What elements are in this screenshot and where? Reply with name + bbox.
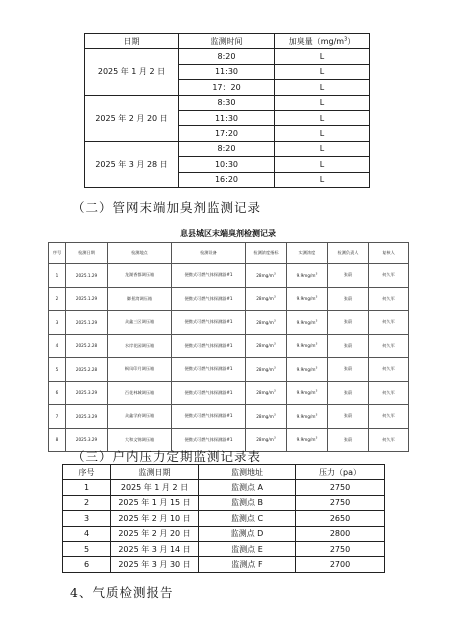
table-header-row	[63, 465, 385, 480]
table-row	[85, 141, 370, 156]
actual-cell	[287, 311, 328, 335]
device-cell: 便携式可燃气体探测器#1	[172, 311, 246, 335]
amount-cell: L	[275, 141, 370, 156]
unit-sup: 3	[273, 388, 276, 393]
checker-cell: 何久军	[369, 428, 409, 452]
actual-value: 9.9mg/m	[296, 366, 316, 372]
no-cell: 5	[49, 358, 66, 382]
date-cell: 2025.1.29	[66, 311, 108, 335]
person-cell: 张蔚	[328, 287, 369, 311]
date-cell: 2025.2.28	[66, 334, 108, 358]
target-cell	[246, 358, 287, 382]
device-cell: 便携式可燃气体探测器#1	[172, 428, 246, 452]
date-cell: 2025 年 2 月 10 日	[111, 511, 199, 526]
person-cell: 张蔚	[328, 264, 369, 288]
unit-sup: 3	[273, 341, 276, 346]
date-cell: 2025 年 3 月 14 日	[111, 541, 199, 556]
time-cell: 8:20	[179, 141, 275, 156]
unit-sup: 3	[273, 294, 276, 299]
odorant-dosing-table	[84, 33, 370, 188]
header-cell: 序号	[49, 243, 66, 264]
device-cell: 便携式可燃气体探测器#1	[172, 264, 246, 288]
device-cell: 便携式可燃气体探测器#1	[172, 287, 246, 311]
table-header-row	[85, 34, 370, 49]
time-cell: 16:20	[179, 172, 275, 187]
no-cell: 3	[63, 511, 111, 526]
actual-value: 9.9mg/m	[296, 319, 316, 325]
place-cell: 众鑫学府调压箱	[108, 405, 172, 429]
no-cell: 5	[63, 541, 111, 556]
place-cell: 百花林城调压箱	[108, 381, 172, 405]
target-value: 28mg/m	[256, 366, 274, 372]
no-cell: 4	[63, 526, 111, 541]
unit-sup: 3	[315, 341, 318, 346]
pressure-cell: 2750	[296, 495, 385, 510]
checker-cell: 何久军	[369, 264, 409, 288]
table-row	[63, 541, 385, 556]
amount-cell: L	[275, 64, 370, 79]
actual-value: 9.9mg/m	[296, 343, 316, 349]
table-row	[49, 334, 409, 358]
amount-cell: L	[275, 110, 370, 125]
header-cell: 检测地点	[108, 243, 172, 264]
no-cell: 3	[49, 311, 66, 335]
place-cell: 御景湾调压箱	[108, 287, 172, 311]
checker-cell: 何久军	[369, 287, 409, 311]
table-row	[49, 311, 409, 335]
target-value: 28mg/m	[256, 319, 274, 325]
actual-cell	[287, 287, 328, 311]
unit-sup: 3	[273, 318, 276, 323]
no-cell: 2	[63, 495, 111, 510]
target-value: 28mg/m	[256, 296, 274, 302]
checker-cell: 何久军	[369, 311, 409, 335]
header-amount	[275, 34, 370, 49]
no-cell: 7	[49, 405, 66, 429]
place-cell: 水岸花园调压箱	[108, 334, 172, 358]
place-cell: 大和文锦调压箱	[108, 428, 172, 452]
date-cell: 2025.2.28	[66, 358, 108, 382]
no-cell: 6	[49, 381, 66, 405]
unit-sup: 3	[315, 412, 318, 417]
table-row	[49, 264, 409, 288]
header-cell: 序号	[63, 465, 111, 480]
table-row	[49, 381, 409, 405]
header-amount-text: 加臭量（mg/m	[288, 36, 345, 46]
date-cell: 2025.3.29	[66, 381, 108, 405]
place-cell: 龙湖香都调压箱	[108, 264, 172, 288]
target-cell	[246, 264, 287, 288]
amount-cell: L	[275, 157, 370, 172]
date-cell: 2025 年 2 月 20 日	[85, 95, 179, 141]
place-cell: 枫凤印月调压箱	[108, 358, 172, 382]
unit-sup: 3	[315, 294, 318, 299]
time-cell: 17:20	[179, 126, 275, 141]
actual-cell	[287, 334, 328, 358]
date-cell: 2025.1.29	[66, 287, 108, 311]
pressure-cell: 2700	[296, 557, 385, 572]
actual-value: 9.9mg/m	[296, 390, 316, 396]
unit-sup: 3	[273, 412, 276, 417]
actual-cell	[287, 358, 328, 382]
pressure-cell: 2650	[296, 511, 385, 526]
no-cell: 1	[63, 480, 111, 495]
unit-sup: 3	[315, 435, 318, 440]
header-amount-sup: 3	[344, 36, 348, 43]
amount-cell: L	[275, 172, 370, 187]
target-cell	[246, 334, 287, 358]
target-value: 28mg/m	[256, 343, 274, 349]
actual-value: 9.9mg/m	[296, 272, 316, 278]
header-cell: 检测日期	[66, 243, 108, 264]
table-row	[63, 526, 385, 541]
indoor-pressure-table	[62, 464, 385, 573]
table-row	[63, 557, 385, 572]
unit-sup: 3	[273, 271, 276, 276]
time-cell: 8:20	[179, 49, 275, 64]
device-cell: 便携式可燃气体探测器#1	[172, 358, 246, 382]
person-cell: 张蔚	[328, 381, 369, 405]
header-cell: 检测负责人	[328, 243, 369, 264]
table-header-row	[49, 243, 409, 264]
actual-cell	[287, 405, 328, 429]
target-value: 28mg/m	[256, 437, 274, 443]
unit-sup: 3	[315, 365, 318, 370]
target-cell	[246, 287, 287, 311]
pressure-cell: 2750	[296, 480, 385, 495]
no-cell: 2	[49, 287, 66, 311]
actual-cell	[287, 381, 328, 405]
header-cell: 监测地址	[199, 465, 296, 480]
header-date: 日期	[85, 34, 179, 49]
no-cell: 4	[49, 334, 66, 358]
date-cell: 2025 年 3 月 30 日	[111, 557, 199, 572]
date-cell: 2025 年 1 月 2 日	[85, 49, 179, 95]
unit-sup: 3	[315, 388, 318, 393]
time-cell: 17：20	[179, 80, 275, 95]
odorant-test-title: 息县城区末端臭剂检测记录	[180, 228, 276, 238]
device-cell: 便携式可燃气体探测器#1	[172, 405, 246, 429]
target-value: 28mg/m	[256, 390, 274, 396]
address-cell: 监测点 F	[199, 557, 296, 572]
device-cell: 便携式可燃气体探测器#1	[172, 334, 246, 358]
no-cell: 8	[49, 428, 66, 452]
actual-value: 9.9mg/m	[296, 413, 316, 419]
date-cell: 2025 年 2 月 20 日	[111, 526, 199, 541]
table-row	[85, 49, 370, 64]
time-cell: 10:30	[179, 157, 275, 172]
unit-sup: 3	[315, 318, 318, 323]
date-cell: 2025.3.29	[66, 405, 108, 429]
actual-cell	[287, 428, 328, 452]
person-cell: 张蔚	[328, 428, 369, 452]
actual-value: 9.9mg/m	[296, 437, 316, 443]
address-cell: 监测点 B	[199, 495, 296, 510]
header-amount-close: ）	[347, 36, 356, 46]
checker-cell: 何久军	[369, 405, 409, 429]
target-cell	[246, 311, 287, 335]
table-row	[49, 405, 409, 429]
table-row	[63, 511, 385, 526]
target-cell	[246, 381, 287, 405]
actual-value: 9.9mg/m	[296, 296, 316, 302]
no-cell: 6	[63, 557, 111, 572]
address-cell: 监测点 C	[199, 511, 296, 526]
checker-cell: 何久军	[369, 358, 409, 382]
unit-sup: 3	[273, 435, 276, 440]
target-value: 28mg/m	[256, 413, 274, 419]
person-cell: 张蔚	[328, 358, 369, 382]
amount-cell: L	[275, 95, 370, 110]
time-cell: 8:30	[179, 95, 275, 110]
actual-cell	[287, 264, 328, 288]
amount-cell: L	[275, 80, 370, 95]
header-time: 监测时间	[179, 34, 275, 49]
device-cell: 便携式可燃气体探测器#1	[172, 381, 246, 405]
header-cell: 实测浓度	[287, 243, 328, 264]
address-cell: 监测点 E	[199, 541, 296, 556]
place-cell: 众鑫三区调压箱	[108, 311, 172, 335]
header-cell: 压力（pa）	[296, 465, 385, 480]
section-heading-indoor-pressure: （三）户内压力定期监测记录表	[72, 449, 262, 464]
person-cell: 张蔚	[328, 405, 369, 429]
amount-cell: L	[275, 126, 370, 141]
table-row	[49, 287, 409, 311]
person-cell: 张蔚	[328, 334, 369, 358]
section-heading-gas-quality: 4、气质检测报告	[70, 585, 174, 600]
amount-cell: L	[275, 49, 370, 64]
target-cell	[246, 405, 287, 429]
pressure-cell: 2800	[296, 526, 385, 541]
header-cell: 检测设备	[172, 243, 246, 264]
time-cell: 11:30	[179, 64, 275, 79]
address-cell: 监测点 A	[199, 480, 296, 495]
section-heading-pipeline-odorant: （二）管网末端加臭剂监测记录	[72, 200, 262, 215]
time-cell: 11:30	[179, 110, 275, 125]
target-value: 28mg/m	[256, 272, 274, 278]
header-cell: 复核人	[369, 243, 409, 264]
address-cell: 监测点 D	[199, 526, 296, 541]
header-cell: 检测浓度指标	[246, 243, 287, 264]
no-cell: 1	[49, 264, 66, 288]
date-cell: 2025.1.29	[66, 264, 108, 288]
unit-sup: 3	[315, 271, 318, 276]
checker-cell: 何久军	[369, 381, 409, 405]
date-cell: 2025 年 1 月 15 日	[111, 495, 199, 510]
pressure-cell: 2750	[296, 541, 385, 556]
date-cell: 2025.3.29	[66, 428, 108, 452]
date-cell: 2025 年 1 月 2 日	[111, 480, 199, 495]
date-cell: 2025 年 3 月 28 日	[85, 141, 179, 187]
table-row	[85, 95, 370, 110]
table-row	[63, 495, 385, 510]
odorant-test-table	[48, 242, 409, 452]
unit-sup: 3	[273, 365, 276, 370]
table-row	[49, 358, 409, 382]
checker-cell: 何久军	[369, 334, 409, 358]
table-row	[63, 480, 385, 495]
header-cell: 监测日期	[111, 465, 199, 480]
person-cell: 张蔚	[328, 311, 369, 335]
